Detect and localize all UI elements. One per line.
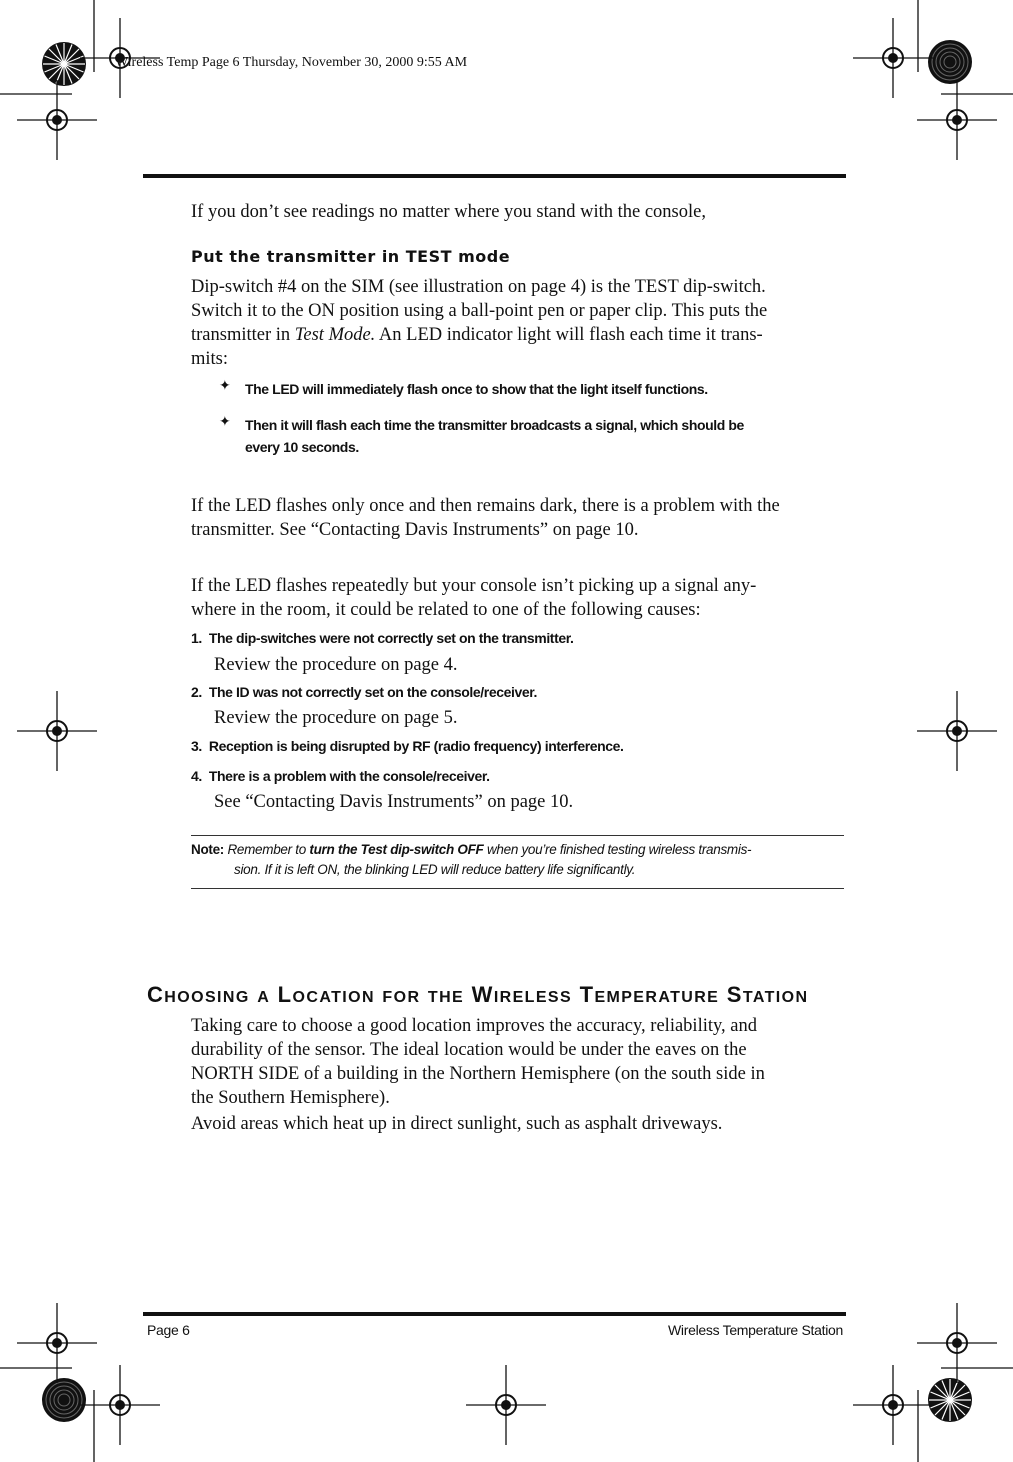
- paragraph-line: If the LED flashes only once and then remains dark, there is a problem with the: [191, 496, 780, 516]
- slug-line: Wireless Temp Page 6 Thursday, November 30, 2000 9:55 AM: [115, 55, 468, 70]
- paragraph-line: NORTH SIDE of a building in the Northern Hemisphere (on the south side in: [191, 1064, 765, 1084]
- cause-item-4: 4. There is a problem with the console/receiver.: [191, 768, 490, 784]
- diamond-bullet-icon: ✦: [219, 379, 231, 394]
- cause-detail-4: See “Contacting Davis Instruments” on page 10.: [214, 792, 574, 812]
- paragraph-line: If the LED flashes repeatedly but your console isn’t picking up a signal any-: [191, 576, 757, 596]
- test-mode-paragraph: [191, 275, 851, 371]
- paragraph-line: Dip-switch #4 on the SIM (see illustration on page 4) is the TEST dip-switch.: [191, 277, 766, 297]
- cause-detail-2: Review the procedure on page 5.: [214, 708, 458, 728]
- note-bottom-rule: [191, 888, 844, 889]
- note-label: Note:: [191, 842, 224, 857]
- avoid-paragraph: Avoid areas which heat up in direct sunlight, such as asphalt driveways.: [191, 1114, 723, 1134]
- note-top-rule: [191, 835, 844, 836]
- cause-item-3: 3. Reception is being disrupted by RF (radio frequency) interference.: [191, 738, 624, 754]
- location-paragraph: [191, 1014, 851, 1110]
- diamond-bullet-icon: ✦: [219, 415, 231, 430]
- footer-rule: [143, 1312, 846, 1316]
- paragraph-line: transmitter in Test Mode. An LED indicator light will flash each time it trans-: [191, 325, 763, 345]
- paragraph-line: where in the room, it could be related to one of the following causes:: [191, 600, 701, 620]
- led-once-paragraph: [191, 494, 851, 542]
- cause-item-1: 1. The dip-switches were not correctly set on the transmitter.: [191, 630, 574, 646]
- bullet-text: Then it will flash each time the transmitter broadcasts a signal, which should be every 10 seconds.: [245, 417, 744, 455]
- paragraph-line: the Southern Hemisphere).: [191, 1088, 390, 1108]
- paragraph-line: Taking care to choose a good location improves the accuracy, reliability, and: [191, 1016, 757, 1036]
- bullet-item: [219, 378, 849, 402]
- footer-title: Wireless Temperature Station: [668, 1322, 843, 1338]
- bullet-item: [219, 414, 849, 460]
- led-repeat-paragraph: [191, 574, 851, 622]
- section-heading: CHOOSING A LOCATION FOR THE WIRELESS TEMPERATURE STATION: [147, 982, 809, 1007]
- cause-item-2: 2. The ID was not correctly set on the console/receiver.: [191, 684, 538, 700]
- intro-text: If you don’t see readings no matter where you stand with the console,: [191, 202, 706, 222]
- paragraph-line: mits:: [191, 349, 229, 369]
- paragraph-line: transmitter. See “Contacting Davis Instruments” on page 10.: [191, 520, 639, 540]
- paragraph-line: Switch it to the ON position using a ball-point pen or paper clip. This puts the: [191, 301, 768, 321]
- footer-page-number: Page 6: [147, 1322, 190, 1338]
- paragraph-line: durability of the sensor. The ideal location would be under the eaves on the: [191, 1040, 747, 1060]
- note-block: Note: Remember to turn the Test dip-switch OFF when you’re finished testing wireless transmis- sion. If it is left ON, the blinking LED will reduce battery life significantly.: [191, 842, 752, 877]
- header-rule: [143, 174, 846, 178]
- subheading-test-mode: Put the transmitter in TEST mode: [191, 247, 511, 266]
- bullet-text: The LED will immediately flash once to show that the light itself functions.: [245, 381, 708, 397]
- cause-detail-1: Review the procedure on page 4.: [214, 655, 458, 675]
